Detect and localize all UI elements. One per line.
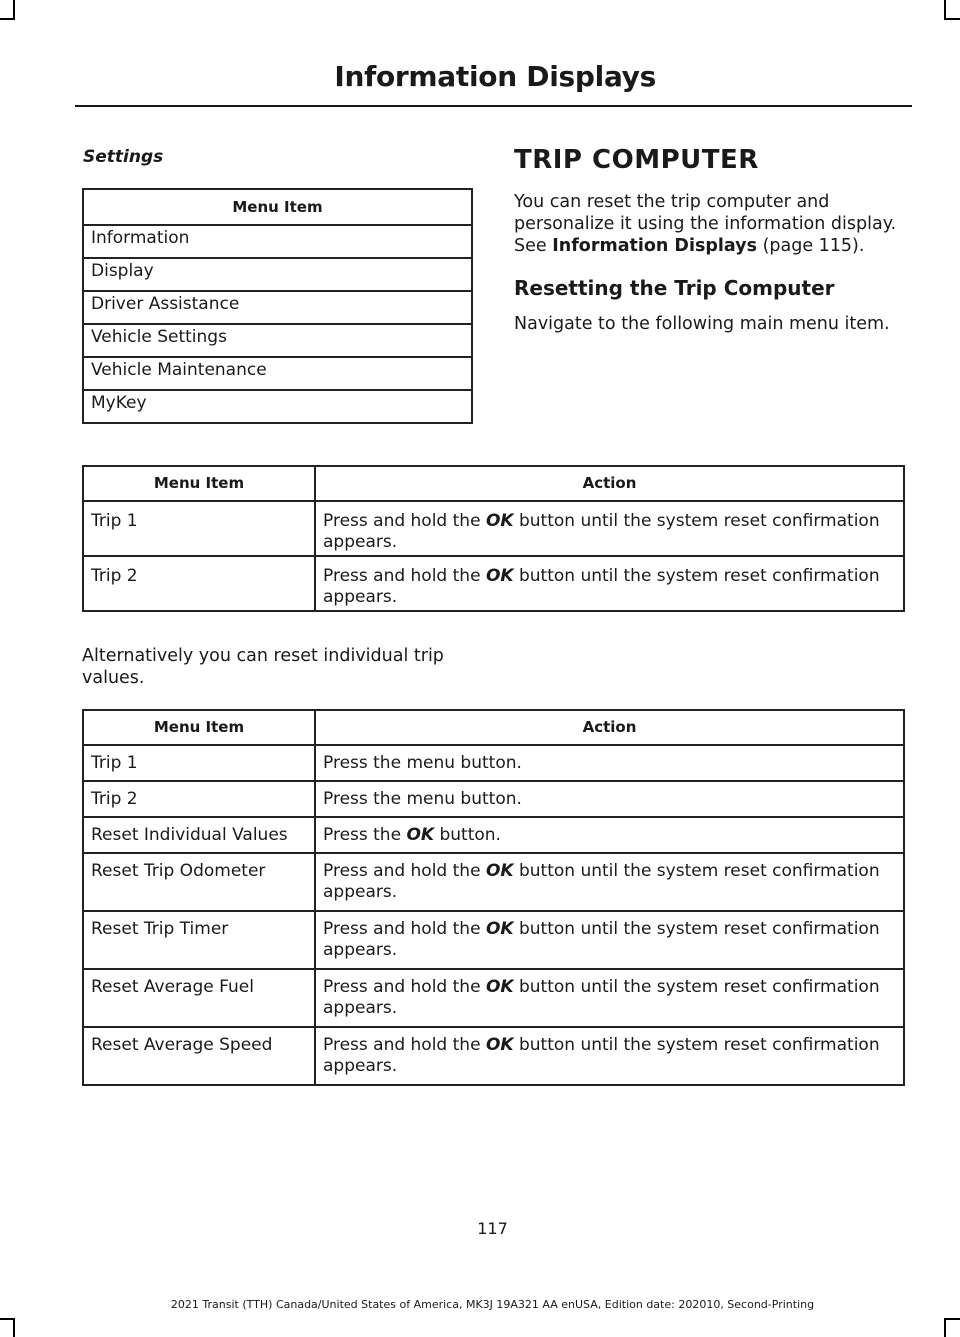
reset-trip-table	[82, 465, 905, 612]
crop-mark	[944, 18, 960, 20]
action-cell: Press and hold the OK button until the system reset confirmation appears.	[315, 853, 904, 911]
settings-menu-table	[82, 188, 473, 424]
crop-mark	[0, 1318, 15, 1320]
intro-paragraph	[514, 191, 914, 257]
settings-label: Settings	[83, 147, 164, 167]
menu-item-cell: Trip 2	[83, 781, 315, 817]
crop-mark	[944, 1318, 960, 1320]
table-header-action: Action	[315, 466, 904, 501]
title-divider	[75, 105, 912, 107]
action-cell: Press the menu button.	[315, 781, 904, 817]
table-header-menu-item: Menu Item	[83, 710, 315, 745]
table-row	[83, 745, 904, 781]
intro-text: You can reset the trip computer and personalize it using the information display. See	[514, 192, 897, 256]
individual-reset-table	[82, 709, 905, 1086]
trip-computer-section	[514, 145, 914, 335]
menu-item-cell: Reset Trip Timer	[83, 911, 315, 969]
crop-mark	[13, 1318, 15, 1337]
table-row	[83, 911, 904, 969]
action-cell: Press the menu button.	[315, 745, 904, 781]
alternative-paragraph: Alternatively you can reset individual trip values.	[82, 646, 444, 688]
page-title: Information Displays	[334, 60, 656, 93]
table-row	[83, 969, 904, 1027]
action-cell: Press and hold the OK button until the system reset confirmation appears.	[315, 911, 904, 969]
crop-mark	[13, 0, 15, 18]
cross-reference-link[interactable]: Information Displays	[552, 236, 757, 256]
table-row	[83, 817, 904, 853]
table-cell: Driver Assistance	[83, 291, 472, 324]
table-row	[83, 556, 904, 611]
table-cell: Vehicle Maintenance	[83, 357, 472, 390]
footer-edition-info: 2021 Transit (TTH) Canada/United States of America, MK3J 19A321 AA enUSA, Edition date: 202010, Second-Printing	[170, 1298, 815, 1311]
action-cell: Press and hold the OK button until the system reset confirmation appears.	[315, 501, 904, 556]
menu-item-cell: Trip 1	[83, 745, 315, 781]
menu-item-cell: Reset Average Speed	[83, 1027, 315, 1085]
menu-item-cell: Reset Average Fuel	[83, 969, 315, 1027]
table-row	[83, 781, 904, 817]
table-header-menu-item: Menu Item	[83, 189, 472, 225]
page-number: 117	[477, 1219, 508, 1238]
action-cell: Press the OK button.	[315, 817, 904, 853]
intro-page-ref: (page 115).	[757, 236, 865, 256]
crop-mark	[0, 18, 15, 20]
table-cell: Information	[83, 225, 472, 258]
menu-item-cell: Reset Trip Odometer	[83, 853, 315, 911]
table-header-menu-item: Menu Item	[83, 466, 315, 501]
table-header-action: Action	[315, 710, 904, 745]
action-cell: Press and hold the OK button until the system reset confirmation appears.	[315, 969, 904, 1027]
action-cell: Press and hold the OK button until the system reset confirmation appears.	[315, 1027, 904, 1085]
navigate-paragraph: Navigate to the following main menu item.	[514, 314, 890, 334]
table-row	[83, 853, 904, 911]
table-cell: Vehicle Settings	[83, 324, 472, 357]
action-cell: Press and hold the OK button until the system reset confirmation appears.	[315, 556, 904, 611]
table-row	[83, 1027, 904, 1085]
menu-item-cell: Reset Individual Values	[83, 817, 315, 853]
crop-mark	[944, 0, 946, 18]
table-row	[83, 501, 904, 556]
table-cell: Display	[83, 258, 472, 291]
menu-item-cell: Trip 1	[83, 501, 315, 556]
menu-item-cell: Trip 2	[83, 556, 315, 611]
table-cell: MyKey	[83, 390, 472, 423]
crop-mark	[944, 1318, 946, 1337]
subsection-heading: Resetting the Trip Computer	[514, 276, 835, 300]
section-heading: TRIP COMPUTER	[514, 145, 759, 175]
